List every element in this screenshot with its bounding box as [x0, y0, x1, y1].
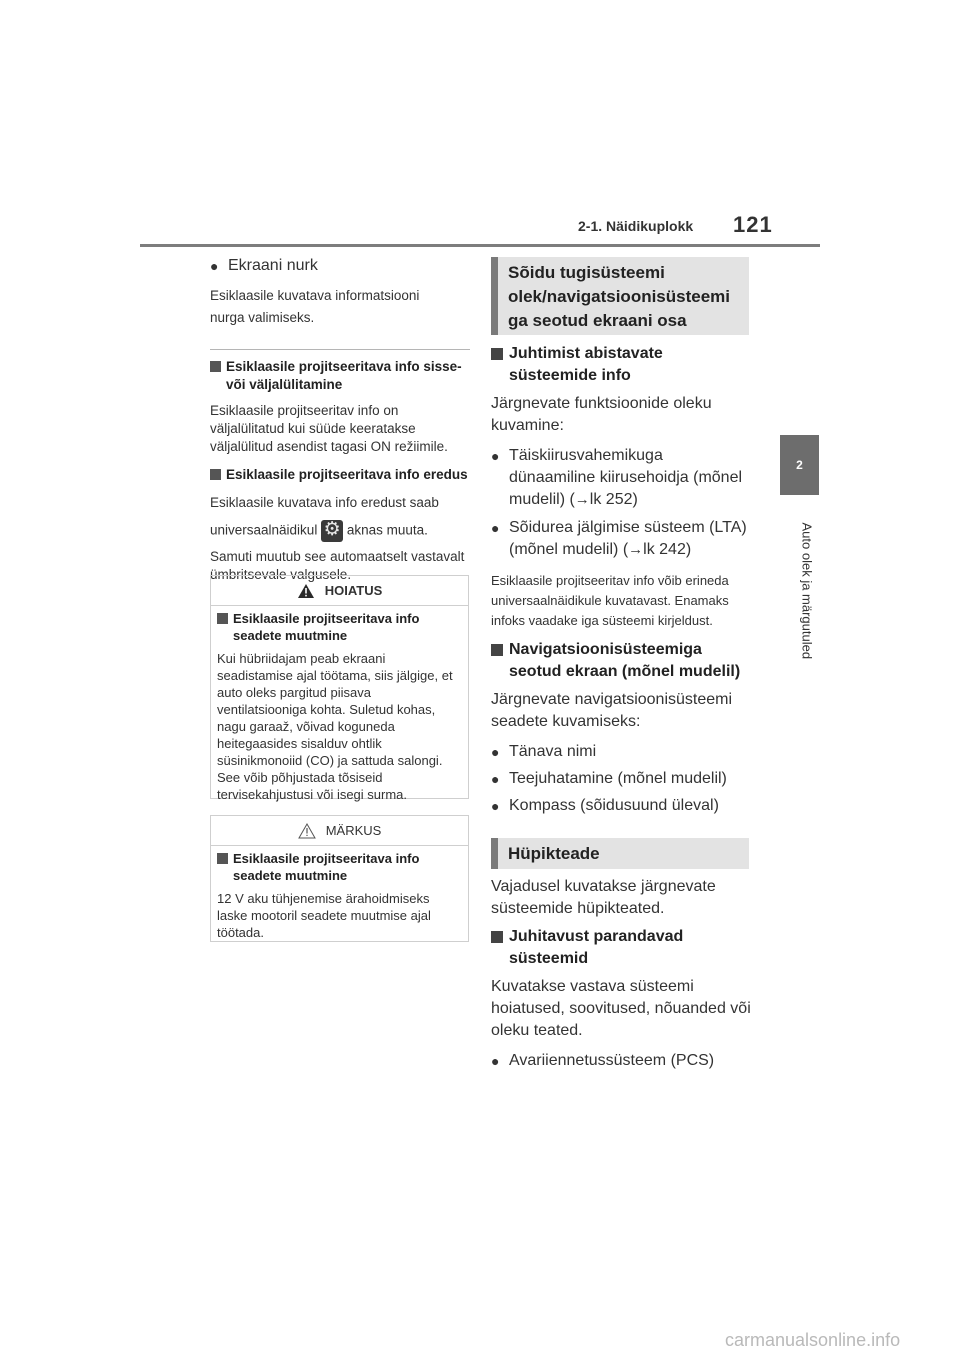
subheading: Esiklaasile projitseeritava info eredus: [210, 466, 470, 484]
square-bullet-icon: [491, 644, 503, 656]
subheading: Navigatsioonisüsteemiga seotud ekraan (mõnel mudelil): [491, 639, 751, 683]
notice-triangle-icon: [298, 823, 316, 839]
notice-subheading: Esiklaasile projitseeritava info seadete muutmine: [217, 850, 462, 884]
left-column: [210, 255, 470, 584]
settings-gear-icon: [321, 520, 343, 542]
square-bullet-icon: [217, 613, 228, 624]
warning-box: [210, 575, 469, 802]
section-heading: Sõidu tugisüsteemi olek/navigatsioonisüsteemi ga seotud ekraani osa: [491, 257, 749, 335]
paragraph: universaalnäidikul ⚙ aknas muuta.: [210, 520, 470, 542]
paragraph: Samuti muutub see automaatselt vastavalt ümbritsevale valgusele.: [210, 549, 465, 582]
arrow-icon: →: [574, 491, 590, 508]
watermark: carmanualsonline.info: [725, 1330, 901, 1350]
paragraph: Vajadusel kuvatakse järgnevate süsteemide hüpikteated.: [491, 878, 716, 917]
warning-header: HOIATUS: [211, 576, 468, 606]
list-item: ● Kompass (sõidusuund üleval): [491, 795, 751, 817]
paragraph: Esiklaasile projitseeritav info võib erineda universaalnäidikule kuvatavast. Enamaks infoks vaadake iga süsteemi kirjeldust.: [491, 573, 729, 628]
divider: [210, 349, 470, 350]
paragraph: Esiklaasile kuvatava info eredust saab: [210, 495, 439, 510]
bullet-icon: ●: [491, 1053, 500, 1069]
square-bullet-icon: [210, 469, 221, 480]
paragraph: Järgnevate navigatsioonisüsteemi seadete kuvamiseks:: [491, 691, 733, 730]
list-item: ● Tänava nimi: [491, 741, 751, 763]
notice-box: [210, 815, 469, 942]
warning-subheading: Esiklaasile projitseeritava info seadete muutmine: [217, 610, 462, 644]
list-item: ● Avariiennetussüsteem (PCS): [491, 1050, 751, 1072]
running-header: 2-1. Näidikuplokk: [578, 218, 694, 234]
list-item: ● Ekraani nurk: [210, 255, 470, 277]
square-bullet-icon: [491, 931, 503, 943]
list-item: ● Sõidurea jälgimise süsteem (LTA) (mõnel mudelil) (→lk 242): [491, 519, 747, 558]
chapter-tab-label: Auto olek ja märgutuled: [799, 522, 815, 660]
list-item: ● Teejuhatamine (mõnel mudelil): [491, 768, 751, 790]
paragraph: Esiklaasile projitseeritav info on väljalülitatud kui süüde keeratakse väljalülitud asendist tagasi ON režiimile.: [210, 403, 448, 454]
section-heading: Hüpikteade: [491, 838, 749, 869]
square-bullet-icon: [210, 361, 221, 372]
arrow-icon: →: [628, 541, 644, 558]
warning-triangle-icon: [297, 583, 315, 599]
bullet-icon: ●: [491, 798, 500, 814]
paragraph: Esiklaasile kuvatava informatsiooni nurga valimiseks.: [210, 288, 420, 325]
header-rule: [140, 244, 820, 247]
page-number: 121: [733, 212, 773, 237]
chapter-tab: 2: [780, 435, 819, 495]
square-bullet-icon: [491, 348, 503, 360]
bullet-icon: ●: [491, 771, 500, 787]
paragraph: Järgnevate funktsioonide oleku kuvamine:: [491, 395, 712, 434]
notice-header: MÄRKUS: [211, 816, 468, 846]
notice-text: 12 V aku tühjenemise ärahoidmiseks laske mootoril seadete muutmise ajal töötada.: [217, 891, 431, 940]
list-item: ● Täiskiirusvahemikuga dünaamiline kiirusehoidja (mõnel mudelil) (→lk 252): [491, 447, 743, 508]
right-column-lower: [491, 876, 751, 1072]
bullet-icon: ●: [491, 448, 500, 464]
subheading: Juhitavust parandavad süsteemid: [491, 926, 751, 970]
subheading: Esiklaasile projitseeritava info sisse- või väljalülitamine: [210, 358, 470, 394]
paragraph: Kuvatakse vastava süsteemi hoiatused, soovitused, nõuanded või oleku teated.: [491, 978, 751, 1039]
square-bullet-icon: [217, 853, 228, 864]
bullet-icon: ●: [491, 520, 500, 536]
bullet-icon: ●: [491, 744, 500, 760]
bullet-icon: ●: [210, 258, 219, 274]
warning-text: Kui hübriidajam peab ekraani seadistamise ajal töötama, siis jälgige, et auto oleks pargitud piisava ventilatsiooniga kohta. Suletud kohas, nagu garaaž, võivad koguneda heitegaasides sisalduv ohtlik süsinikmonoiid (CO) ja sattuda salongi. See võib põhjustada tõsiseid tervisekahjustusi või isegi surma.: [217, 651, 453, 802]
subheading: Juhtimist abistavate süsteemide info: [491, 343, 751, 387]
right-column: [491, 343, 751, 817]
